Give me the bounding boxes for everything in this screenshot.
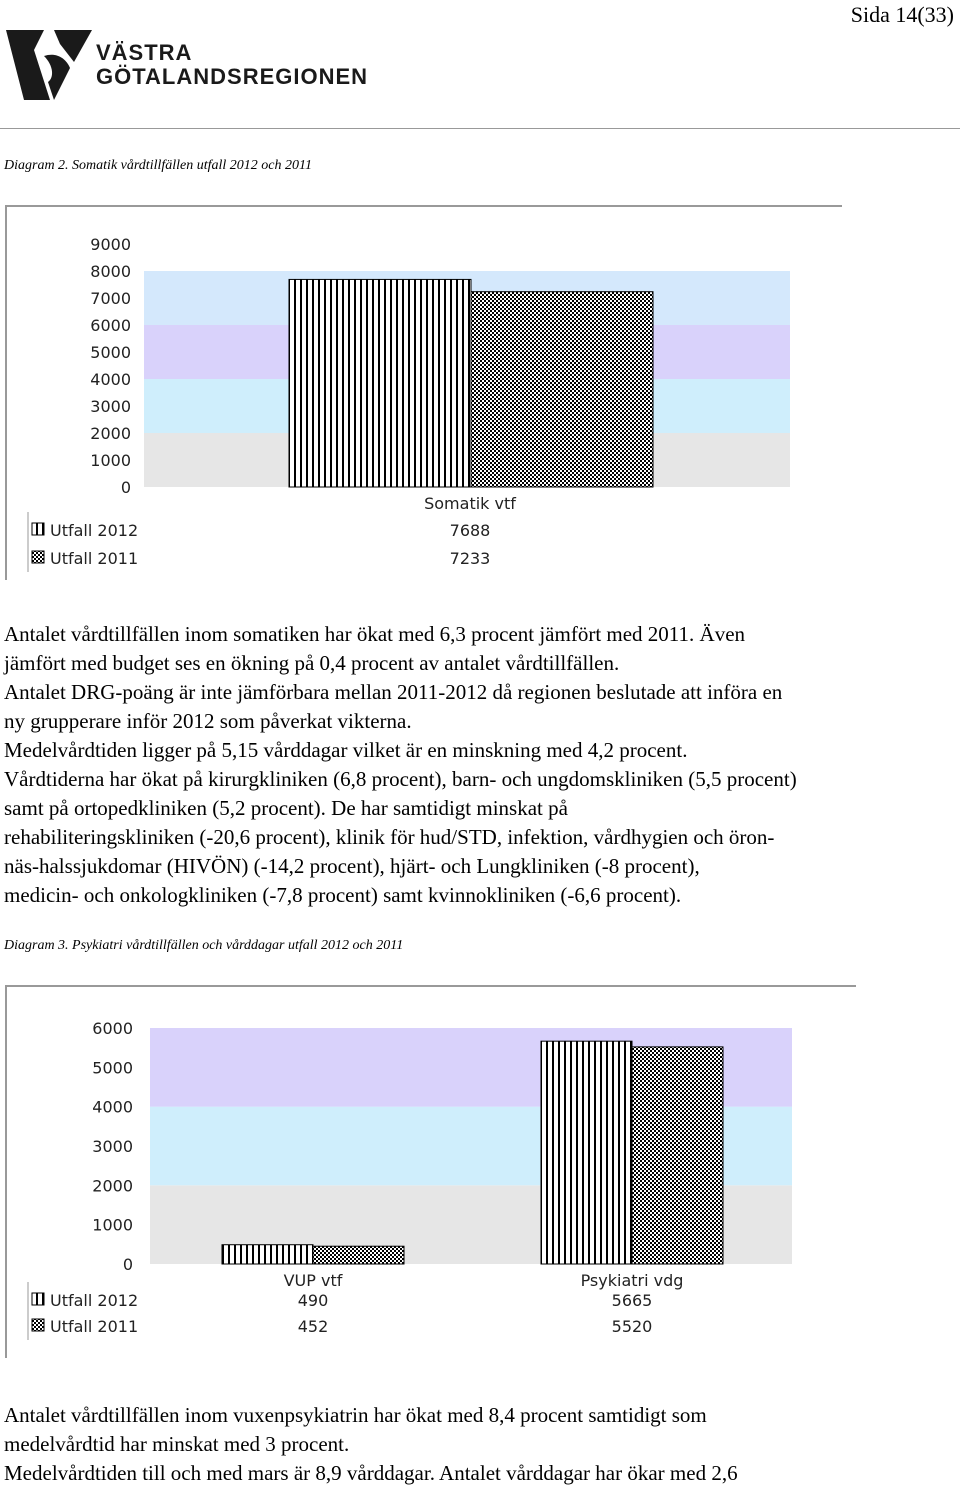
vgr-emblem-icon — [4, 22, 96, 108]
legend-label: Utfall 2012 — [50, 521, 139, 540]
text-line: Medelvårdtiden ligger på 5,15 vårddagar vilket är en minskning med 4,2 procent. — [4, 738, 688, 762]
text-line: Antalet vårdtillfällen inom somatiken har ökat med 6,3 procent jämfört med 2011. Även — [4, 622, 746, 646]
y-tick-label: 1000 — [92, 1215, 133, 1235]
text-line: jämfört med budget ses en ökning på 0,4 procent av antalet vårdtillfällen. — [4, 651, 620, 675]
header-divider — [0, 128, 960, 129]
text-line: Antalet vårdtillfällen inom vuxenpsykiatrin har ökat med 8,4 procent samtidigt som — [4, 1403, 707, 1427]
y-tick-label: 8000 — [90, 262, 131, 281]
page-number: Sida 14(33) — [850, 2, 954, 27]
chart-psykiatri — [0, 980, 960, 1364]
y-tick-label: 4000 — [92, 1097, 133, 1117]
data-table-value: 452 — [297, 1317, 329, 1336]
bar-1 — [471, 292, 653, 487]
y-tick-label: 0 — [120, 478, 131, 497]
caption-diagram-3: Diagram 3. Psykiatri vårdtillfällen och vårddagar utfall 2012 och 2011 — [4, 938, 404, 953]
text-line: näs-halssjukdomar (HIVÖN) (-14,2 procent), hjärt- och Lungkliniken (-8 procent), — [4, 854, 700, 878]
logo-line-2: GÖTALANDSREGIONEN — [96, 64, 369, 89]
y-tick-label: 1000 — [90, 451, 131, 470]
paragraph-psykiatri — [4, 1401, 954, 1488]
y-tick-label: 0 — [122, 1255, 133, 1274]
category-label: VUP vtf — [283, 1271, 343, 1290]
bar-0 — [289, 279, 471, 487]
y-tick-label: 7000 — [90, 289, 131, 308]
legend-swatch — [32, 1293, 44, 1305]
logo-line-1: VÄSTRA — [96, 40, 193, 65]
chart-somatik — [0, 200, 960, 586]
data-table-value: 7688 — [449, 521, 491, 540]
category-label: Psykiatri vdg — [580, 1271, 684, 1290]
text-line: Antalet DRG-poäng är inte jämförbara mellan 2011-2012 då regionen beslutade att införa en — [4, 680, 783, 704]
legend-swatch — [32, 523, 44, 535]
y-tick-label: 2000 — [92, 1176, 133, 1196]
text-line: Vårdtiderna har ökat på kirurgkliniken (6,8 procent), barn- och ungdomskliniken (5,5 procent) — [4, 767, 797, 791]
data-table-value: 490 — [297, 1291, 329, 1310]
bar-1 — [632, 1047, 723, 1264]
bar-0 — [541, 1041, 632, 1264]
y-tick-label: 4000 — [90, 370, 131, 389]
text-line: Medelvårdtiden till och med mars är 8,9 vårddagar. Antalet vårddagar har ökar med 2,6 — [4, 1461, 738, 1485]
y-tick-label: 3000 — [90, 397, 131, 416]
y-tick-label: 9000 — [90, 235, 131, 254]
text-line: medicin- och onkologkliniken (-7,8 procent) samt kvinnokliniken (-6,6 procent). — [4, 883, 682, 907]
y-tick-label: 2000 — [90, 424, 131, 443]
y-tick-label: 6000 — [90, 316, 131, 335]
data-table-value: 7233 — [449, 549, 491, 568]
y-tick-label: 5000 — [92, 1058, 133, 1078]
bar-0 — [222, 1245, 313, 1264]
category-label: Somatik vtf — [424, 494, 516, 513]
text-line: samt på ortopedkliniken (5,2 procent). De har samtidigt minskat på — [4, 796, 568, 820]
legend-swatch — [32, 1319, 44, 1331]
y-tick-label: 3000 — [92, 1137, 133, 1156]
data-table-value: 5520 — [611, 1317, 653, 1336]
bar-1 — [313, 1246, 404, 1264]
text-line: ny grupperare inför 2012 som påverkat vikterna. — [4, 709, 412, 733]
data-table-value: 5665 — [611, 1291, 653, 1310]
caption-diagram-2: Diagram 2. Somatik vårdtillfällen utfall 2012 och 2011 — [4, 158, 312, 173]
y-tick-label: 6000 — [92, 1019, 133, 1038]
y-tick-label: 5000 — [90, 343, 131, 362]
text-line: medelvårdtid har minskat med 3 procent. — [4, 1432, 350, 1456]
text-line: rehabiliteringskliniken (-20,6 procent), klinik för hud/STD, infektion, vårdhygien och öron- — [4, 825, 775, 849]
vgr-logo — [4, 22, 394, 108]
legend-label: Utfall 2011 — [50, 1317, 139, 1336]
legend-swatch — [32, 551, 44, 563]
paragraph-somatik — [4, 620, 954, 910]
legend-label: Utfall 2012 — [50, 1291, 139, 1310]
legend-label: Utfall 2011 — [50, 549, 139, 568]
